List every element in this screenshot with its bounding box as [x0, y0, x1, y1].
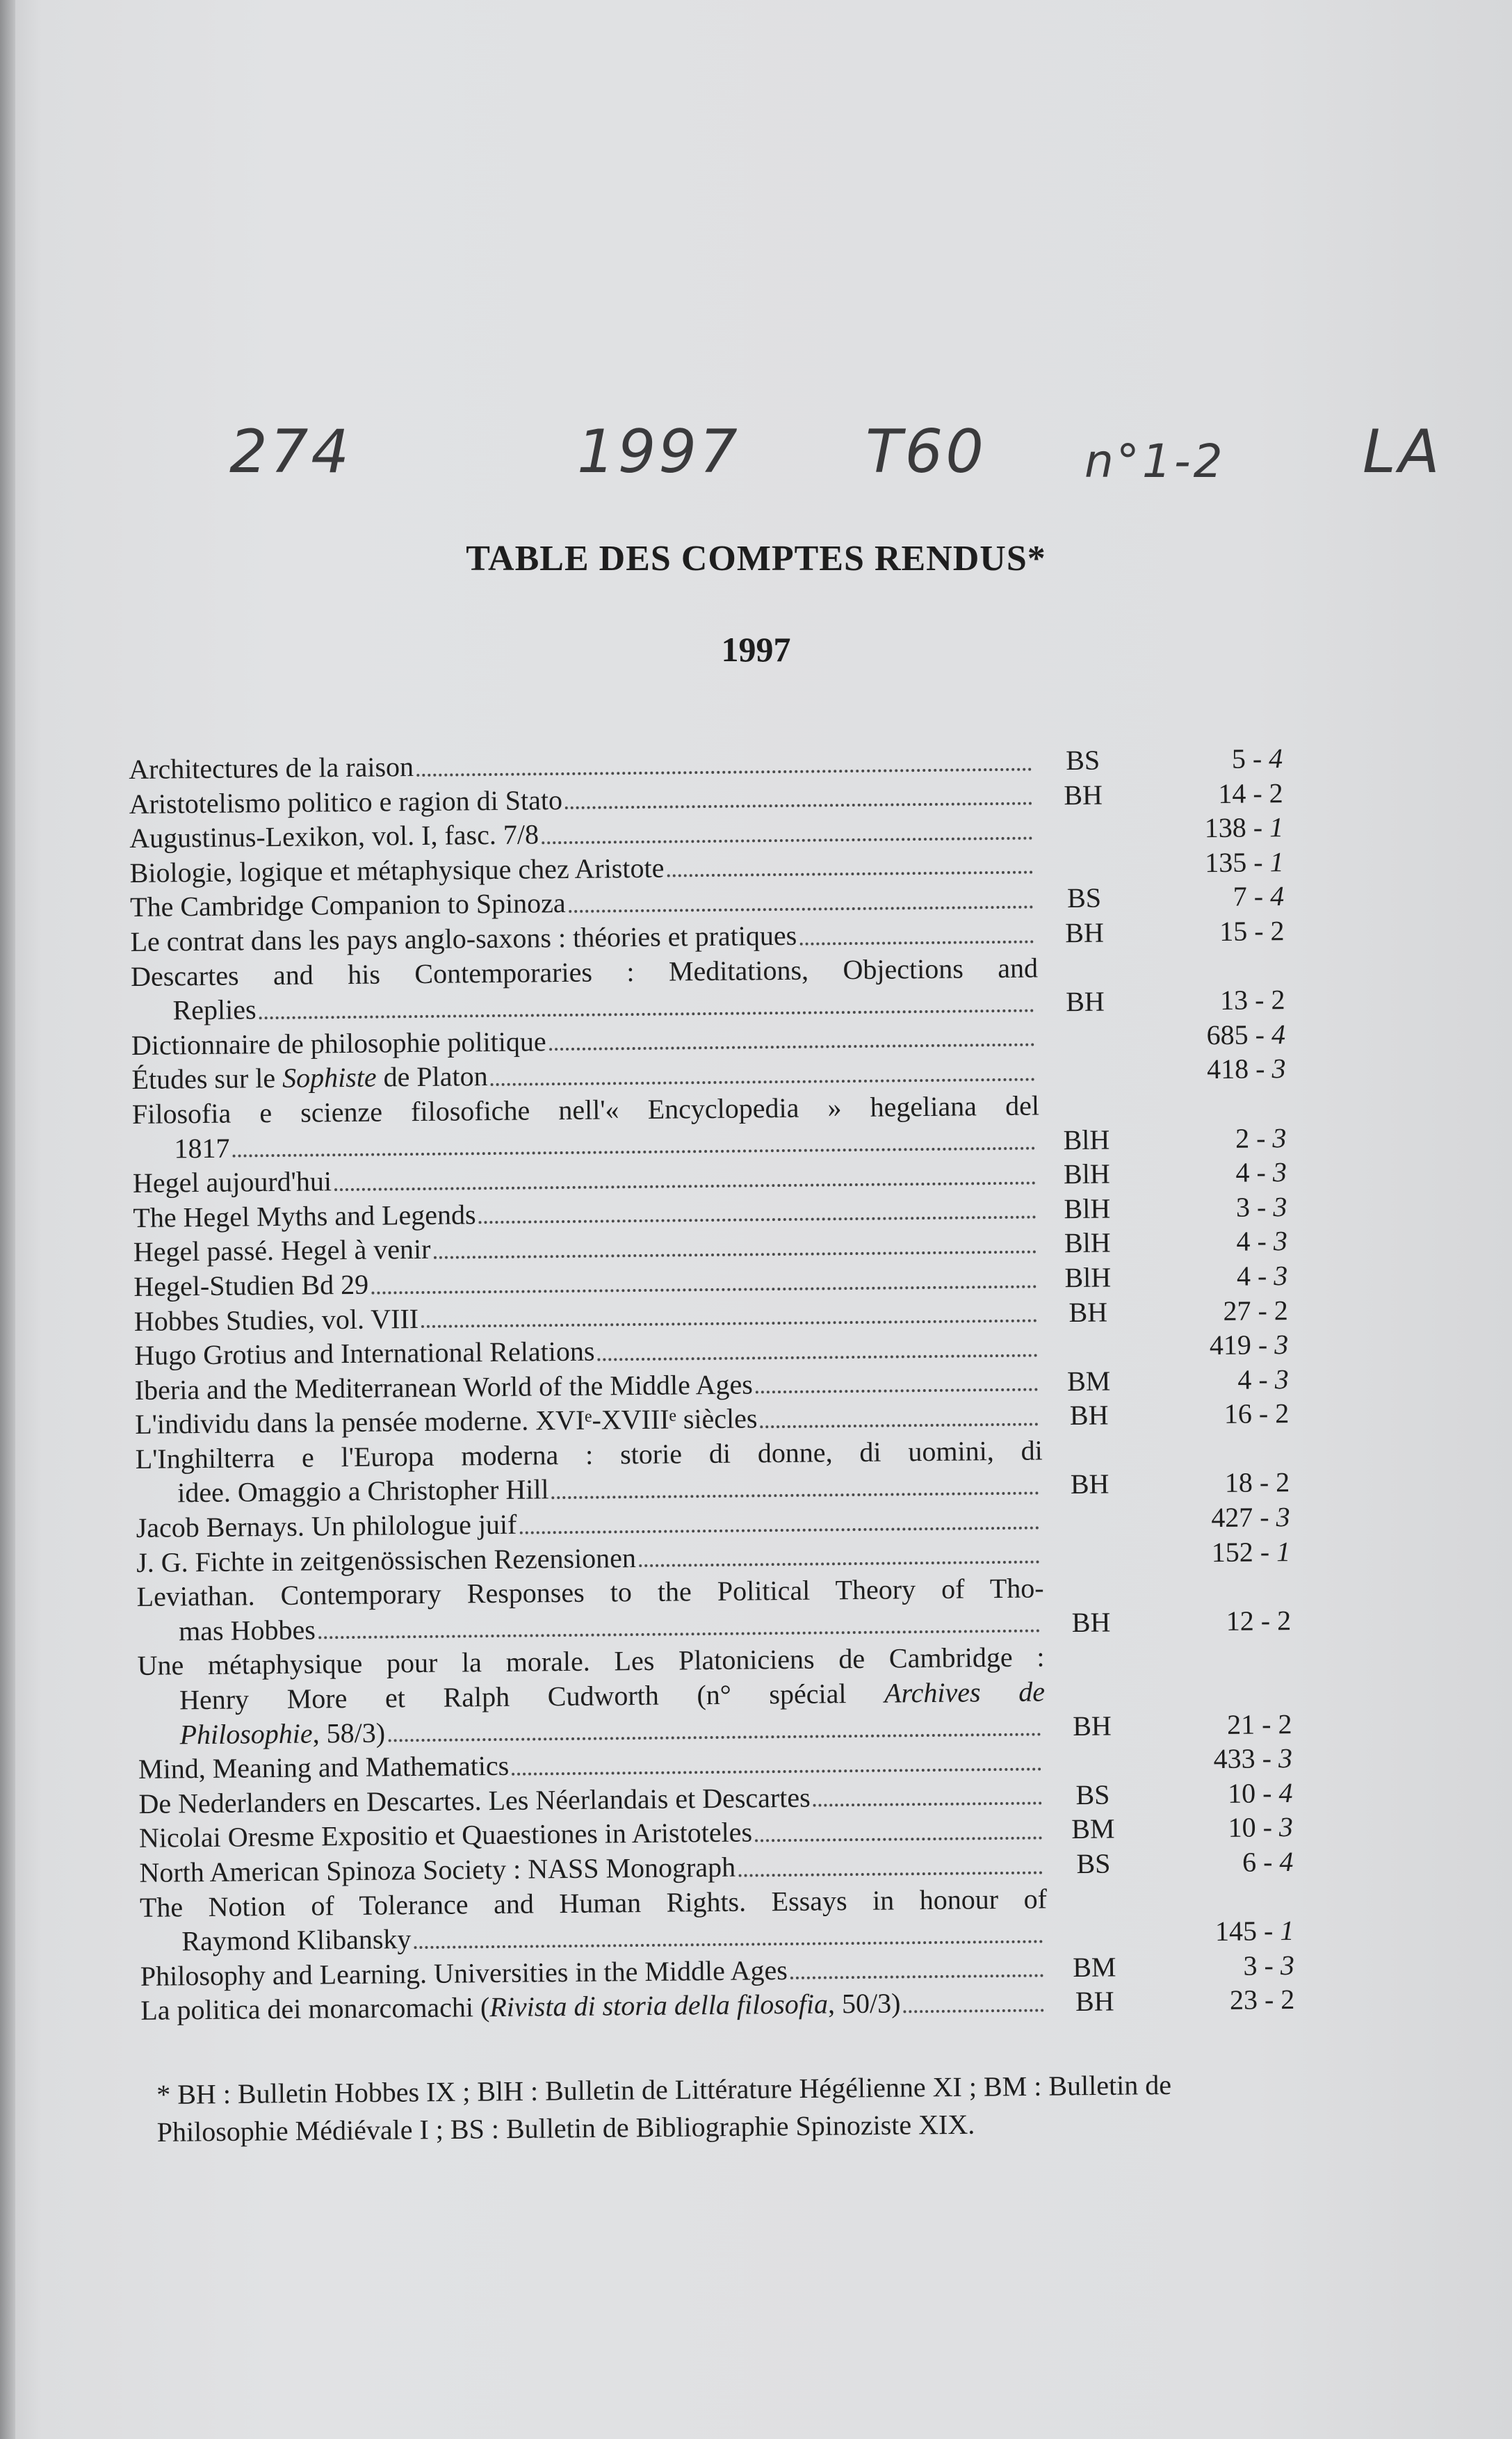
dot-leader	[414, 1940, 1043, 1949]
page-reference	[1135, 1258, 1287, 1295]
page-number: 16	[1224, 1397, 1253, 1430]
handwritten-note-1: 274	[229, 417, 352, 487]
issue-number: 3	[1272, 1156, 1287, 1188]
issue-number: 2	[1276, 1604, 1292, 1637]
issue-number: 1	[1280, 1915, 1294, 1947]
page-number: 6	[1242, 1846, 1257, 1878]
separator: -	[1257, 1949, 1281, 1982]
bulletin-code: BlH	[1063, 1158, 1110, 1190]
issue-number: 4	[1269, 880, 1285, 912]
entry-title-line: Dictionnaire de philosophie politique	[131, 1026, 546, 1061]
bulletin-code: BH	[1075, 1985, 1114, 2018]
separator: -	[1252, 1466, 1276, 1498]
issue-number: 1	[1269, 811, 1284, 843]
entry-title-line	[179, 1715, 385, 1751]
issue-number: 3	[1274, 1363, 1289, 1395]
page-year: 1997	[721, 630, 791, 669]
entry-title-line: Raymond Klibansky	[181, 1923, 412, 1957]
entry-row	[136, 1569, 1291, 1648]
dot-leader	[761, 1423, 1039, 1428]
entry-title-line: Augustinus-Lexikon, vol. I, fasc. 7/8	[129, 818, 539, 854]
issue-number: 3	[1278, 1811, 1294, 1843]
page-number: 7	[1233, 880, 1247, 913]
bulletin-code: BH	[1072, 1710, 1112, 1742]
dot-leader	[755, 1836, 1042, 1842]
issue-number: 3	[1273, 1225, 1288, 1257]
page-reference	[1141, 1982, 1294, 2018]
entry-title-line: L'individu dans la pensée moderne. XVIᵉ-XVIIIᵉ siècles	[135, 1402, 758, 1441]
page-number: 3	[1235, 1191, 1251, 1223]
entry-title-line: Jacob Bernays. Un philologue juif	[136, 1508, 517, 1544]
separator: -	[1246, 880, 1271, 912]
page-number: 135	[1205, 846, 1247, 878]
page-reference	[1133, 1121, 1286, 1157]
entry-title-line: The Notion of Tolerance and Human Rights. Essays in honour of	[139, 1882, 1048, 1923]
entry-row	[132, 1086, 1287, 1166]
entry-title-part: , 50/3)	[827, 1987, 901, 2020]
page-reference	[1139, 1741, 1292, 1777]
separator: -	[1250, 1225, 1274, 1257]
page-number: 13	[1219, 984, 1249, 1016]
dot-leader	[491, 1078, 1035, 1086]
page-number: 23	[1229, 1984, 1258, 2016]
issue-number: 3	[1272, 1121, 1287, 1153]
page-reference	[1136, 1362, 1289, 1398]
page-reference	[1132, 1051, 1285, 1087]
separator: -	[1249, 1156, 1274, 1188]
separator: -	[1255, 1777, 1279, 1809]
entry-row	[137, 1637, 1292, 1752]
issue-number: 3	[1280, 1949, 1295, 1981]
page-reference	[1130, 810, 1283, 846]
bulletin-code: BS	[1066, 882, 1102, 914]
page-number: 4	[1235, 1156, 1250, 1188]
separator: -	[1254, 1708, 1278, 1740]
entry-title-line: Leviathan. Contemporary Responses to the Political Theory of Tho-	[136, 1572, 1044, 1613]
entry-title-line: Replies	[172, 994, 257, 1026]
entry-title-line: 1817	[174, 1132, 230, 1164]
page-number: 21	[1226, 1708, 1255, 1740]
issue-number: 3	[1271, 1053, 1286, 1085]
separator: -	[1255, 1811, 1280, 1843]
separator: -	[1251, 1329, 1275, 1361]
page-title: TABLE DES COMPTES RENDUS*	[466, 539, 1046, 578]
page-reference	[1139, 1776, 1292, 1812]
page-number: 152	[1211, 1536, 1253, 1568]
entry-title-line: mas Hobbes	[178, 1614, 316, 1647]
entry-row	[140, 1879, 1294, 1959]
issue-number: 4	[1278, 1776, 1293, 1808]
entry-title	[136, 1433, 1043, 1511]
handwritten-note-4: n°1-2	[1084, 435, 1226, 488]
bulletin-code: BH	[1071, 1606, 1111, 1638]
entry-title-line: De Nederlanders en Descartes. Les Néerlandais et Descartes	[138, 1781, 811, 1820]
issue-number: 4	[1271, 1018, 1286, 1050]
page-reference	[1130, 845, 1283, 881]
dot-leader	[667, 871, 1032, 877]
entry-title-line: Hegel passé. Hegel à venir	[133, 1233, 431, 1268]
separator: -	[1256, 1915, 1281, 1947]
page-number: 2	[1235, 1122, 1250, 1154]
page-number: 4	[1237, 1363, 1252, 1395]
entry-title-line: idee. Omaggio a Christopher Hill	[177, 1473, 549, 1509]
entry-title-suffix: , 58/3)	[312, 1717, 386, 1749]
page-reference	[1137, 1465, 1290, 1501]
footnote: * BH : Bulletin Hobbes IX ; BlH : Bulletin de Littérature Hégélienne XI ; BM : Bulletin de Philosophie Médiévale I ; BS : Bulletin de Bibliographie Spinoziste XIX.	[156, 2068, 1172, 2148]
bulletin-code: BM	[1066, 1365, 1111, 1397]
dot-leader	[639, 1561, 1039, 1568]
issue-number: 2	[1275, 1466, 1290, 1498]
page-number: 12	[1226, 1605, 1254, 1637]
issue-number: 4	[1268, 743, 1283, 775]
dot-leader	[542, 836, 1032, 844]
page-reference	[1137, 1500, 1290, 1536]
page-number: 15	[1219, 915, 1248, 947]
separator: -	[1257, 1984, 1281, 2016]
bulletin-code: BH	[1069, 1399, 1109, 1432]
entry-row	[131, 948, 1285, 1028]
entry-title-line: J. G. Fichte in zeitgenössischen Rezensionen	[136, 1541, 637, 1578]
page-number: 5	[1231, 743, 1246, 775]
separator: -	[1246, 846, 1270, 878]
entry-title-line: Henry More et Ralph Cudworth (n° spécial	[179, 1677, 885, 1716]
separator: -	[1248, 1018, 1272, 1051]
dot-leader	[416, 768, 1032, 776]
page-reference	[1131, 914, 1284, 950]
entry-title-line: Descartes and his Contemporaries : Meditations, Objections and	[130, 952, 1039, 992]
page-number: 3	[1243, 1950, 1258, 1982]
dot-leader	[479, 1216, 1037, 1224]
page-reference	[1140, 1845, 1293, 1881]
bulletin-code: BlH	[1064, 1226, 1111, 1259]
bulletin-code: BH	[1065, 916, 1105, 949]
dot-leader	[565, 802, 1032, 809]
page-number: 27	[1223, 1295, 1251, 1327]
bulletin-code: BlH	[1064, 1192, 1111, 1224]
dot-leader	[233, 1147, 1036, 1158]
journal-title: Philosophie	[179, 1717, 313, 1750]
entry-title-line: Iberia and the Mediterranean World of the Middle Ages	[134, 1368, 754, 1406]
dot-leader	[904, 2009, 1044, 2013]
page-reference	[1135, 1293, 1288, 1329]
entry-title	[131, 950, 1039, 1028]
issue-number: 3	[1273, 1190, 1287, 1222]
dot-leader	[318, 1630, 1040, 1639]
issue-number: 2	[1271, 984, 1285, 1016]
dot-leader	[738, 1871, 1042, 1877]
entry-title-line: Le contrat dans les pays anglo-saxons : théories et pratiques	[130, 919, 797, 957]
entry-title	[132, 1088, 1040, 1166]
page-reference	[1135, 1224, 1287, 1260]
issue-number: 3	[1274, 1259, 1288, 1292]
issue-number: 2	[1269, 777, 1283, 809]
entry-title	[137, 1640, 1045, 1752]
entry-title-line: L'Inghilterra e l'Europa moderna : storie di donne, di uomini, di	[135, 1434, 1043, 1475]
issue-number: 2	[1278, 1708, 1292, 1740]
bulletin-code: BH	[1068, 1296, 1108, 1328]
italic-title: Rivista di storia della filosofia	[489, 1988, 829, 2023]
bulletin-code: BH	[1070, 1468, 1109, 1500]
issue-number: 2	[1274, 1397, 1290, 1429]
entry-title-line	[140, 1986, 901, 2028]
issue-number: 2	[1274, 1294, 1288, 1326]
dot-leader	[790, 1975, 1043, 1979]
page-reference	[1131, 879, 1284, 915]
page-reference	[1139, 1707, 1292, 1743]
separator: -	[1247, 984, 1271, 1016]
handwritten-note-5: LA	[1363, 417, 1442, 487]
page-reference	[1130, 776, 1283, 812]
separator: -	[1253, 1605, 1278, 1637]
bulletin-code: BM	[1071, 1813, 1115, 1845]
handwritten-note-3: T60	[865, 417, 986, 487]
issue-number: 1	[1269, 845, 1284, 878]
entry-title	[136, 1571, 1044, 1649]
page-reference	[1134, 1155, 1287, 1191]
issue-number: 3	[1278, 1742, 1293, 1774]
entry-title-line: Hegel-Studien Bd 29	[133, 1268, 369, 1302]
entry-title-line: Filosofia e scienze filosofiche nell'« Encyclopedia » hegeliana del	[131, 1089, 1040, 1130]
dot-leader	[371, 1285, 1037, 1294]
dot-leader	[799, 940, 1033, 945]
entry-title-line: Biologie, logique et métaphysique chez Aristote	[129, 852, 665, 889]
entry-title-line: Nicolai Oresme Expositio et Quaestiones in Aristoteles	[138, 1816, 753, 1854]
page-reference	[1130, 741, 1283, 777]
page-number: 433	[1213, 1742, 1255, 1775]
separator: -	[1246, 915, 1271, 947]
issue-number: 3	[1276, 1501, 1290, 1533]
dot-leader	[813, 1802, 1042, 1807]
separator: -	[1245, 743, 1269, 775]
bulletin-code: BH	[1064, 779, 1103, 811]
issue-number: 2	[1270, 915, 1285, 947]
separator: -	[1251, 1294, 1274, 1327]
page-number: 18	[1224, 1466, 1253, 1499]
dot-leader	[421, 1320, 1037, 1329]
separator: -	[1251, 1363, 1275, 1395]
entry-title-line: The Cambridge Companion to Spinoza	[129, 887, 566, 923]
entry-title-line	[131, 1059, 488, 1097]
page-binding-shadow	[0, 0, 15, 2439]
bulletin-code: BS	[1065, 744, 1100, 777]
separator: -	[1250, 1260, 1274, 1292]
dot-leader	[388, 1733, 1041, 1742]
entry-row	[136, 1431, 1290, 1511]
bulletin-code: BlH	[1064, 1261, 1112, 1294]
entry-title-part: de Platon	[376, 1060, 488, 1093]
issue-number: 2	[1281, 1984, 1295, 2016]
dot-leader	[597, 1354, 1037, 1361]
entry-title	[140, 1881, 1048, 1959]
page-reference	[1132, 1017, 1285, 1053]
page-number: 145	[1214, 1915, 1258, 1947]
dot-leader	[434, 1250, 1037, 1258]
page-reference	[1135, 1327, 1288, 1363]
bulletin-code: BM	[1072, 1951, 1116, 1983]
issue-number: 3	[1274, 1329, 1289, 1361]
bulletin-code: BH	[1065, 985, 1105, 1018]
page-reference	[1136, 1396, 1289, 1432]
journal-title: Archives de	[884, 1676, 1046, 1709]
entry-title-line: Une métaphysique pour la morale. Les Platoniciens de Cambridge :	[137, 1641, 1045, 1682]
entry-title-line: Aristotelismo politico e ragion di Stato	[129, 784, 563, 820]
bulletin-code: BS	[1076, 1847, 1111, 1879]
separator: -	[1248, 1053, 1272, 1085]
page-number: 4	[1236, 1260, 1251, 1292]
entry-title-line: Architectures de la raison	[129, 751, 414, 785]
page-reference	[1134, 1190, 1287, 1226]
issue-number: 4	[1279, 1845, 1294, 1878]
entry-title-line: Hobbes Studies, vol. VIII	[133, 1302, 419, 1337]
separator: -	[1253, 1501, 1276, 1533]
dot-leader	[569, 905, 1033, 912]
entry-title-line: Mind, Meaning and Mathematics	[138, 1750, 510, 1785]
separator: -	[1249, 1121, 1273, 1154]
separator: -	[1253, 1535, 1277, 1568]
page-reference	[1138, 1603, 1291, 1639]
entry-title-line: Hugo Grotius and International Relations	[134, 1335, 595, 1372]
bulletin-code: BS	[1075, 1778, 1110, 1810]
dot-leader	[519, 1526, 1039, 1534]
dot-leader	[512, 1767, 1041, 1775]
issue-number: 1	[1276, 1535, 1291, 1567]
entry-title-part: Études sur le	[131, 1062, 283, 1096]
page-number: 4	[1236, 1225, 1251, 1258]
page-reference	[1140, 1810, 1293, 1846]
page-reference	[1132, 982, 1285, 1019]
dot-leader	[549, 1044, 1034, 1051]
entry-title-line: The Hegel Myths and Legends	[133, 1198, 476, 1233]
italic-title: Sophiste	[282, 1061, 377, 1094]
page-number: 418	[1206, 1053, 1249, 1085]
dot-leader	[756, 1388, 1038, 1394]
handwritten-note-2: 1997	[577, 417, 740, 487]
dot-leader	[334, 1181, 1036, 1191]
page-number: 685	[1206, 1019, 1249, 1051]
separator: -	[1255, 1742, 1279, 1774]
separator: -	[1246, 777, 1269, 809]
separator: -	[1251, 1397, 1276, 1429]
separator: -	[1249, 1190, 1274, 1223]
bulletin-code: BlH	[1063, 1124, 1110, 1156]
entry-title-part: La politica dei monarcomachi (	[140, 1991, 490, 2027]
entry-title-line: Hegel aujourd'hui	[132, 1165, 332, 1199]
dot-leader	[552, 1492, 1039, 1500]
separator: -	[1246, 811, 1270, 843]
dot-leader	[259, 1009, 1034, 1019]
page-number: 10	[1228, 1811, 1256, 1844]
page-number: 419	[1209, 1329, 1252, 1361]
page-number: 138	[1204, 811, 1247, 844]
page-reference	[1141, 1913, 1294, 1950]
page-reference	[1141, 1948, 1294, 1984]
page-number: 10	[1227, 1777, 1256, 1809]
page-number: 427	[1211, 1501, 1253, 1534]
entries-list	[129, 741, 1295, 2028]
page-reference	[1137, 1534, 1290, 1571]
page-number: 14	[1218, 777, 1246, 809]
entry-title-line: North American Spinoza Society : NASS Monograph	[139, 1851, 736, 1888]
entry-title-line: Philosophy and Learning. Universities in the Middle Ages	[140, 1954, 788, 1992]
separator: -	[1255, 1846, 1280, 1878]
